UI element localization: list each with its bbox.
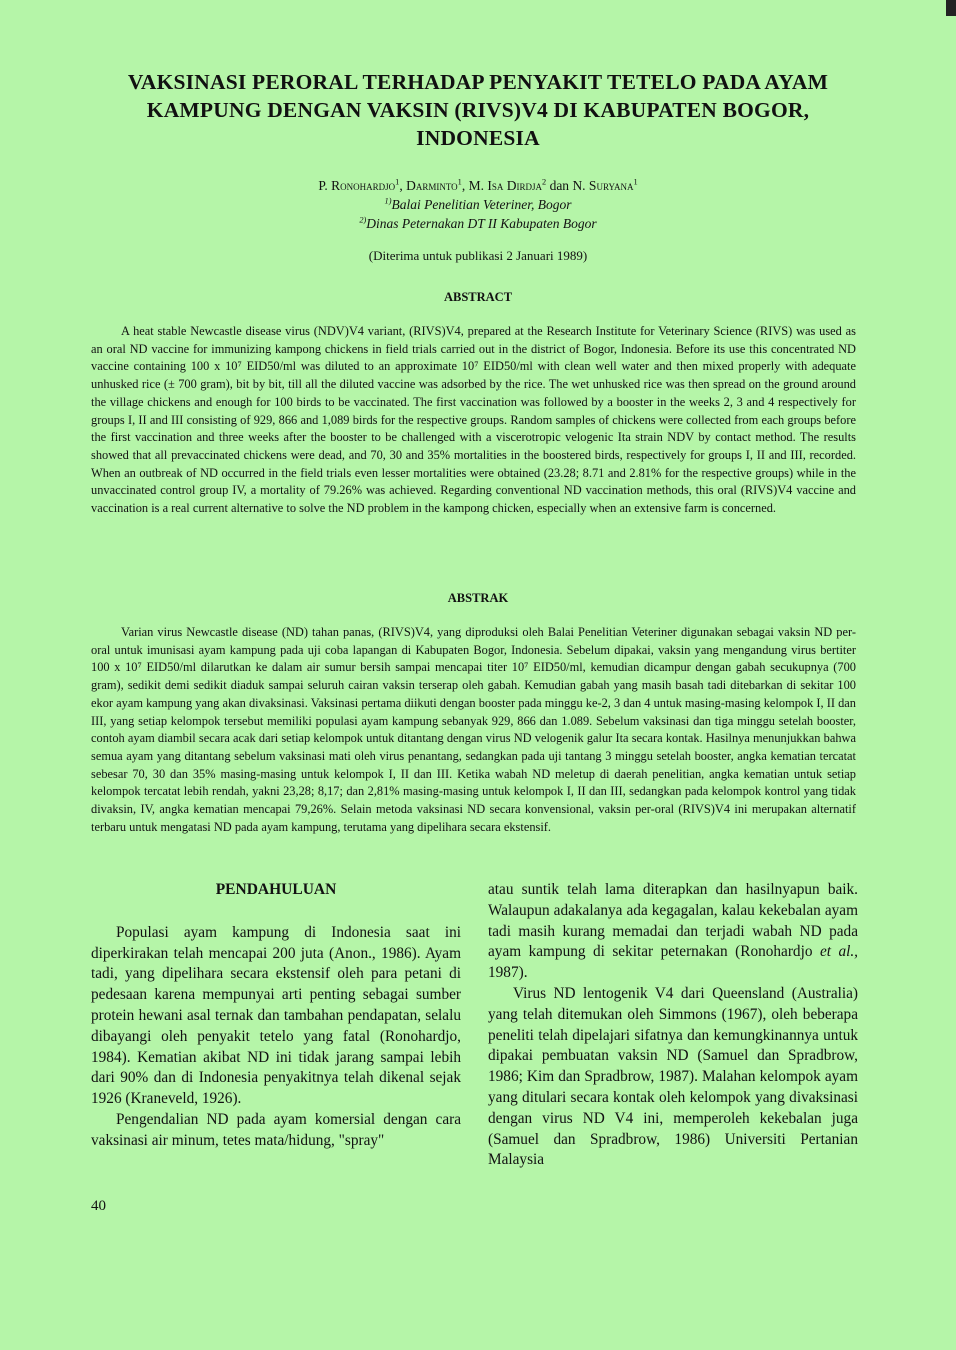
author-block [120,176,836,233]
right-paragraph-1: atau suntik telah lama diterapkan dan hasilnyapun baik. Walaupun adakalanya ada kegagalan, kalau kekebalan ayam tadi masih kurang memadai dan terjadi wabah ND pada ayam kampung di sekitar peternakan (Ronohardjo et al., 1987). [488,881,858,982]
abstract-heading: ABSTRACT [443,290,513,304]
author-name: P. Ronohardjo [318,178,396,193]
author-name: M. Isa Dirdja [468,178,542,193]
right-column [488,880,858,1171]
affiliation-2: $^{2)}$Dinas Peternakan DT II Kabupaten Bogor [359,215,597,231]
left-paragraph-2: Pengendalian ND pada ayam komersial dengan cara vaksinasi air minum, tetes mata/hidung, "spray" [91,1110,461,1149]
paper-title: VAKSINASI PERORAL TERHADAP PENYAKIT TETELO PADA AYAM KAMPUNG DENGAN VAKSIN (RIVS)V4 DI KABUPATEN BOGOR, INDONESIA [127,70,829,150]
abstrak-heading: ABSTRAK [447,591,509,605]
left-paragraph-1: Populasi ayam kampung di Indonesia saat ini diperkirakan telah mencapai 200 juta (Anon., 1986). Ayam tadi, yang dipelihara secara ekstensif oleh para petani di pedesaan karena mempunyai arti penting sebagai sumber protein hewani asal ternak dan tambahan pendapatan, selalu dibayangi oleh penyakit tetelo yang fatal (Ronohardjo, 1984). Kematian akibat ND ini tidak jarang sampai lebih dari 90% dan di Indonesia penyakitnya telah dikenal sejak 1926 (Kraneveld, 1926). [91,923,461,1108]
section-heading-pendahuluan: PENDAHULUAN [215,881,337,898]
received-date: (Diterima untuk publikasi 2 Januari 1989) [368,248,588,263]
author-name: Darminto [406,178,458,193]
scan-corner-mark [946,0,956,16]
left-column [91,880,461,1152]
abstract-text: A heat stable Newcastle disease virus (NDV)V4 variant, (RIVS)V4, prepared at the Research Institute for Veterinary Science (RIVS) was used as an oral ND vaccine for immunizing kampong chickens in field trials carried out in the district of Bogor, Indonesia. Before its use this concentrated ND vaccine containing 100 x 10⁷ EID50/ml was diluted to an approximate 10⁷ EID50/ml with clean well water and then mixed properly with adequate unhusked rice (± 700 gram), bit by bit, till all the diluted vaccine was adsorbed by the rice. The wet unhusked rice was then spread on the ground around the village chickens and enough for 100 birds to be vaccinated. The first vaccination was followed by a booster in the weeks 2, 3 and 4 respectively for groups I, II and III consisting of 929, 866 and 1,089 birds for the respective groups. Random samples of chickens were collected from each groups before the first vaccination and three weeks after the booster to be challenged with a viscerotropic velogenic Ita strain NDV by contact method. The results showed that all prevaccinated chickens were dead, and 70, 30 and 35% mortalities in the boostered birds, respectively for groups I, II and III, recorded. When an outbreak of ND occurred in the field trials even lesser mortalities were obtained (23.28; 8.71 and 2.81% for the respective groups) while in the unvaccinated control group IV, a mortality of 79.26% was achieved. Regarding conventional ND vaccination methods, this oral (RIVS)V4 vaccine and vaccination is a real current alternative to solve the ND problem in the kampong chicken, especially when an extensive farm is concerned. [91,324,856,516]
author-list: P. Ronohardjo$^1$, Darminto$^1$, M. Isa Dirdja$^2$ dan N. Suryana$^1$ [318,177,638,193]
page-number: 40 [91,1198,106,1214]
abstrak-text: Varian virus Newcastle disease (ND) tahan panas, (RIVS)V4, yang diproduksi oleh Balai Penelitian Veteriner digunakan sebagai vaksin ND per-oral untuk imunisasi ayam kampung pada uji coba lapangan di Kabupaten Bogor, Indonesia. Sebelum dipakai, vaksin yang mengandung virus bertiter 100 x 10⁷ EID50/ml dilarutkan ke dalam air sumur bersih sampai mencapai titer 10⁷ EID50/ml, kemudian dicampur dengan gabah secukupnya (700 gram), sedikit demi sedikit diaduk sampai seluruh cairan vaksin terserap oleh gabah. Kemudian gabah yang masih basah tadi ditebarkan di sekitar 100 ekor ayam kampung yang akan divaksinasi. Vaksinasi pertama diikuti dengan booster pada minggu ke-2, 3 dan 4 untuk masing-masing kelompok I, II dan III, yang setiap kelompok tersebut memiliki populasi ayam kampung sebanyak 929, 866 dan 1.089. Sebelum vaksinasi dan tiga minggu setelah booster, contoh ayam diambil secara acak dari setiap kelompok untuk ditantang dengan virus ND velogenik galur Ita secara kontak. Hasilnya menunjukkan bahwa semua ayam yang ditantang sebelum vaksinasi mati oleh virus penantang, sedangkan pada uji tantang 3 minggu setelah booster, angka kematian tercatat sebesar 70, 30 dan 35% masing-masing untuk kelompok I, II dan III. Ketika wabah ND meletup di daerah penelitian, angka kematian untuk setiap kelompok tercatat lebih rendah, yakni 23,28; 8,17; dan 2,81% masing-masing untuk kelompok I, II dan III, sedangkan pada kelompok kontrol yang tidak divaksin, IV, angka kematian mencapai 79,26%. Selain metoda vaksinasi ND secara konvensional, vaksin per-oral (RIVS)V4 ini merupakan alternatif terbaru untuk mengatasi ND pada ayam kampung, terutama yang dipelihara secara ekstensif. [91,625,856,834]
author-name: N. Suryana [572,178,634,193]
right-paragraph-2: Virus ND lentogenik V4 dari Queensland (Australia) yang telah ditemukan oleh Simmons (1967), oleh beberapa peneliti telah dipelajari sifatnya dan kemungkinannya untuk dipakai pembuatan vaksin ND (Samuel dan Spradbrow, 1986; Kim dan Spradbrow, 1987). Malahan kelompok ayam yang ditulari secara kontak oleh kelompok yang divaksinasi dengan virus ND V4 ini, memperoleh kekebalan juga (Samuel dan Spradbrow, 1986) Universiti Pertanian Malaysia [488,984,858,1169]
affiliation-1: $^{1)}$Balai Penelitian Veteriner, Bogor [384,196,572,212]
